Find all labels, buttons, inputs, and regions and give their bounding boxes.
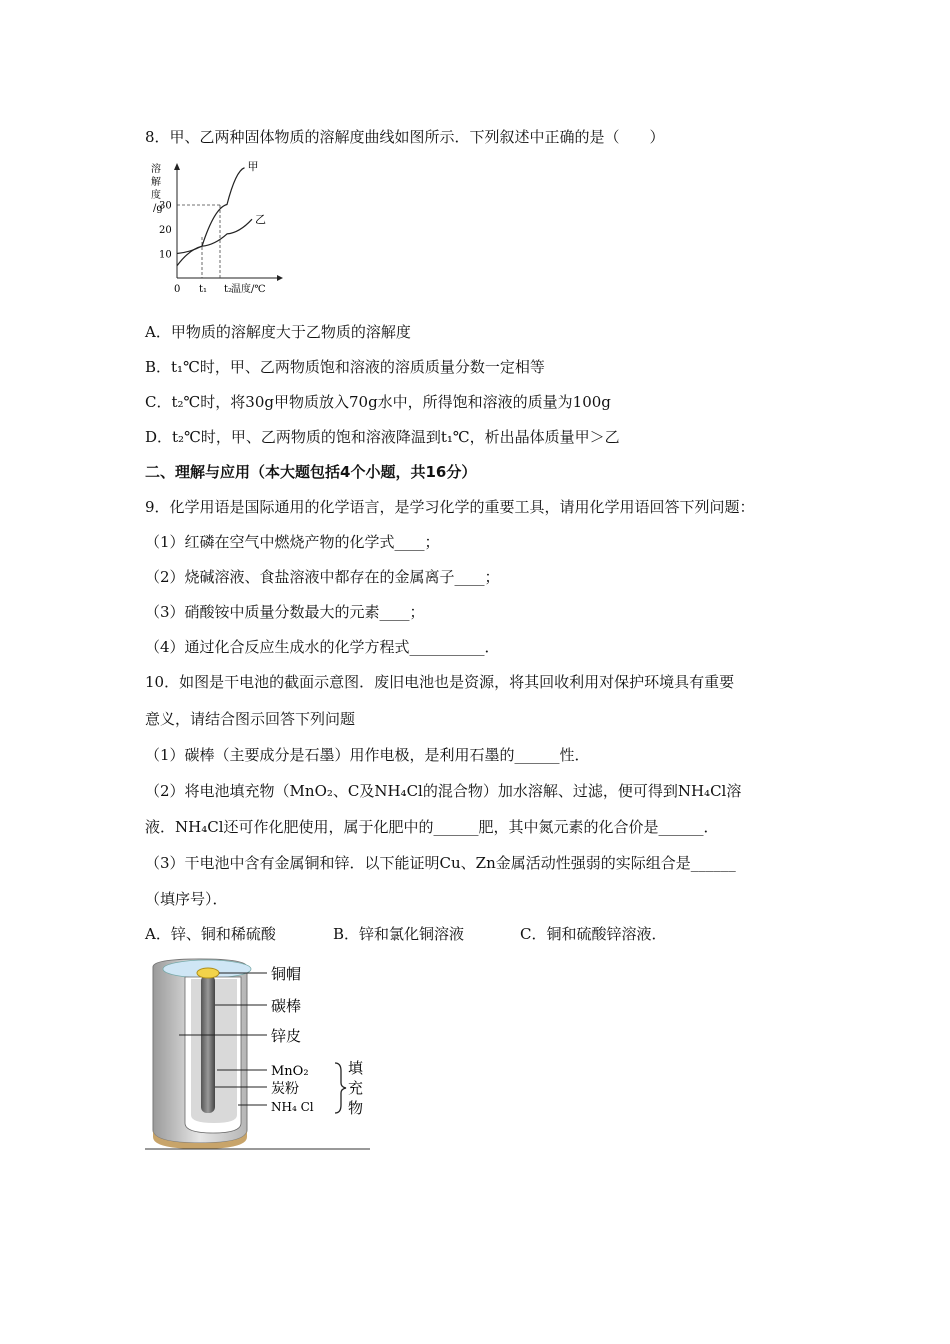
label-copper-cap: 铜帽 <box>271 965 302 983</box>
ylabel-char-4: /g <box>153 203 163 214</box>
series-label-1: 甲 <box>247 160 259 173</box>
label-fill-3: 物 <box>348 1099 364 1117</box>
q10-sub1: （1）碳棒（主要成分是石墨）用作电极，是利用石墨的______性． <box>145 746 590 764</box>
q10-stem-1: 10．如图是干电池的截面示意图．废旧电池也是资源，将其回收利用对保护环境具有重要 <box>145 673 735 691</box>
series-label-2: 乙 <box>255 213 266 227</box>
label-carbon-rod: 碳棒 <box>271 997 302 1015</box>
copper-cap-shape <box>197 968 219 978</box>
series-line-1 <box>177 168 245 266</box>
q9-sub3: （3）硝酸铵中质量分数最大的元素____； <box>145 603 425 621</box>
label-fill-2: 充 <box>348 1079 364 1097</box>
label-carbon-powder: 炭粉 <box>271 1081 299 1097</box>
q8-option-d: D．t₂℃时，甲、乙两物质的饱和溶液降温到t₁℃，析出晶体质量甲＞乙 <box>145 428 620 446</box>
label-zinc-shell: 锌皮 <box>271 1027 302 1045</box>
q9-stem: 9．化学用语是国际通用的化学语言，是学习化学的重要工具，请用化学用语回答下列问题： <box>145 498 755 516</box>
y-axis-arrow <box>174 163 180 170</box>
section-heading: 二、理解与应用（本大题包括4个小题，共16分） <box>145 463 477 481</box>
q9-sub2: （2）烧碱溶液、食盐溶液中都存在的金属离子____； <box>145 568 500 586</box>
brace <box>335 1063 346 1113</box>
y-tick-label: 10 <box>159 249 172 261</box>
q8-option-a: A．甲物质的溶解度大于乙物质的溶解度 <box>145 323 411 341</box>
y-tick-label: 30 <box>159 200 172 212</box>
q10-sub2-line1: （2）将电池填充物（MnO₂、C及NH₄Cl的混合物）加水溶解、过滤，便可得到NH₄Cl溶 <box>145 782 742 800</box>
q8-stem: 8．甲、乙两种固体物质的溶解度曲线如图所示．下列叙述中正确的是（ ） <box>145 128 665 146</box>
x-axis-label: 温度/℃ <box>231 284 266 295</box>
chart-ticks <box>159 201 266 296</box>
q9-sub1: （1）红磷在空气中燃烧产物的化学式____； <box>145 533 440 551</box>
y-tick-label: 20 <box>159 225 172 236</box>
ylabel-char-1: 溶 <box>151 164 161 175</box>
ylabel-char-2: 解 <box>151 177 161 188</box>
x-axis-arrow <box>277 275 283 281</box>
label-fill-1: 填 <box>348 1059 364 1077</box>
battery-diagram <box>145 955 370 1150</box>
label-nh4cl: NH₄ Cl <box>271 1100 314 1114</box>
x-tick-label: 0 <box>174 284 181 295</box>
x-tick-label: t₁ <box>199 284 208 295</box>
q8-option-b: B．t₁℃时，甲、乙两物质饱和溶液的溶质质量分数一定相等 <box>145 358 545 376</box>
solubility-chart <box>145 160 285 298</box>
q10-sub3-line1: （3）干电池中含有金属铜和锌．以下能证明Cu、Zn金属活动性强弱的实际组合是______ <box>145 854 736 872</box>
q10-option-a: A．锌、铜和稀硫酸 <box>145 925 276 943</box>
q8-option-c: C．t₂℃时，将30g甲物质放入70g水中，所得饱和溶液的质量为100g <box>145 393 611 411</box>
x-tick-label: t₂ <box>224 284 233 295</box>
label-mno2: MnO₂ <box>271 1064 309 1079</box>
ylabel-char-3: 度 <box>151 190 161 201</box>
carbon-rod-shape <box>201 975 215 1113</box>
q10-sub2-line2: 液．NH₄Cl还可作化肥使用，属于化肥中的______肥，其中氮元素的化合价是______． <box>145 818 719 836</box>
q10-option-b: B．锌和氯化铜溶液 <box>333 925 465 943</box>
q9-sub4: （4）通过化合反应生成水的化学方程式__________． <box>145 638 500 656</box>
q10-sub3-line2: （填序号）． <box>145 890 228 908</box>
q10-option-c: C．铜和硫酸锌溶液． <box>520 925 667 943</box>
series-line-2 <box>177 219 252 253</box>
chart-series <box>177 160 266 266</box>
q10-stem-2: 意义，请结合图示回答下列问题 <box>145 710 356 728</box>
